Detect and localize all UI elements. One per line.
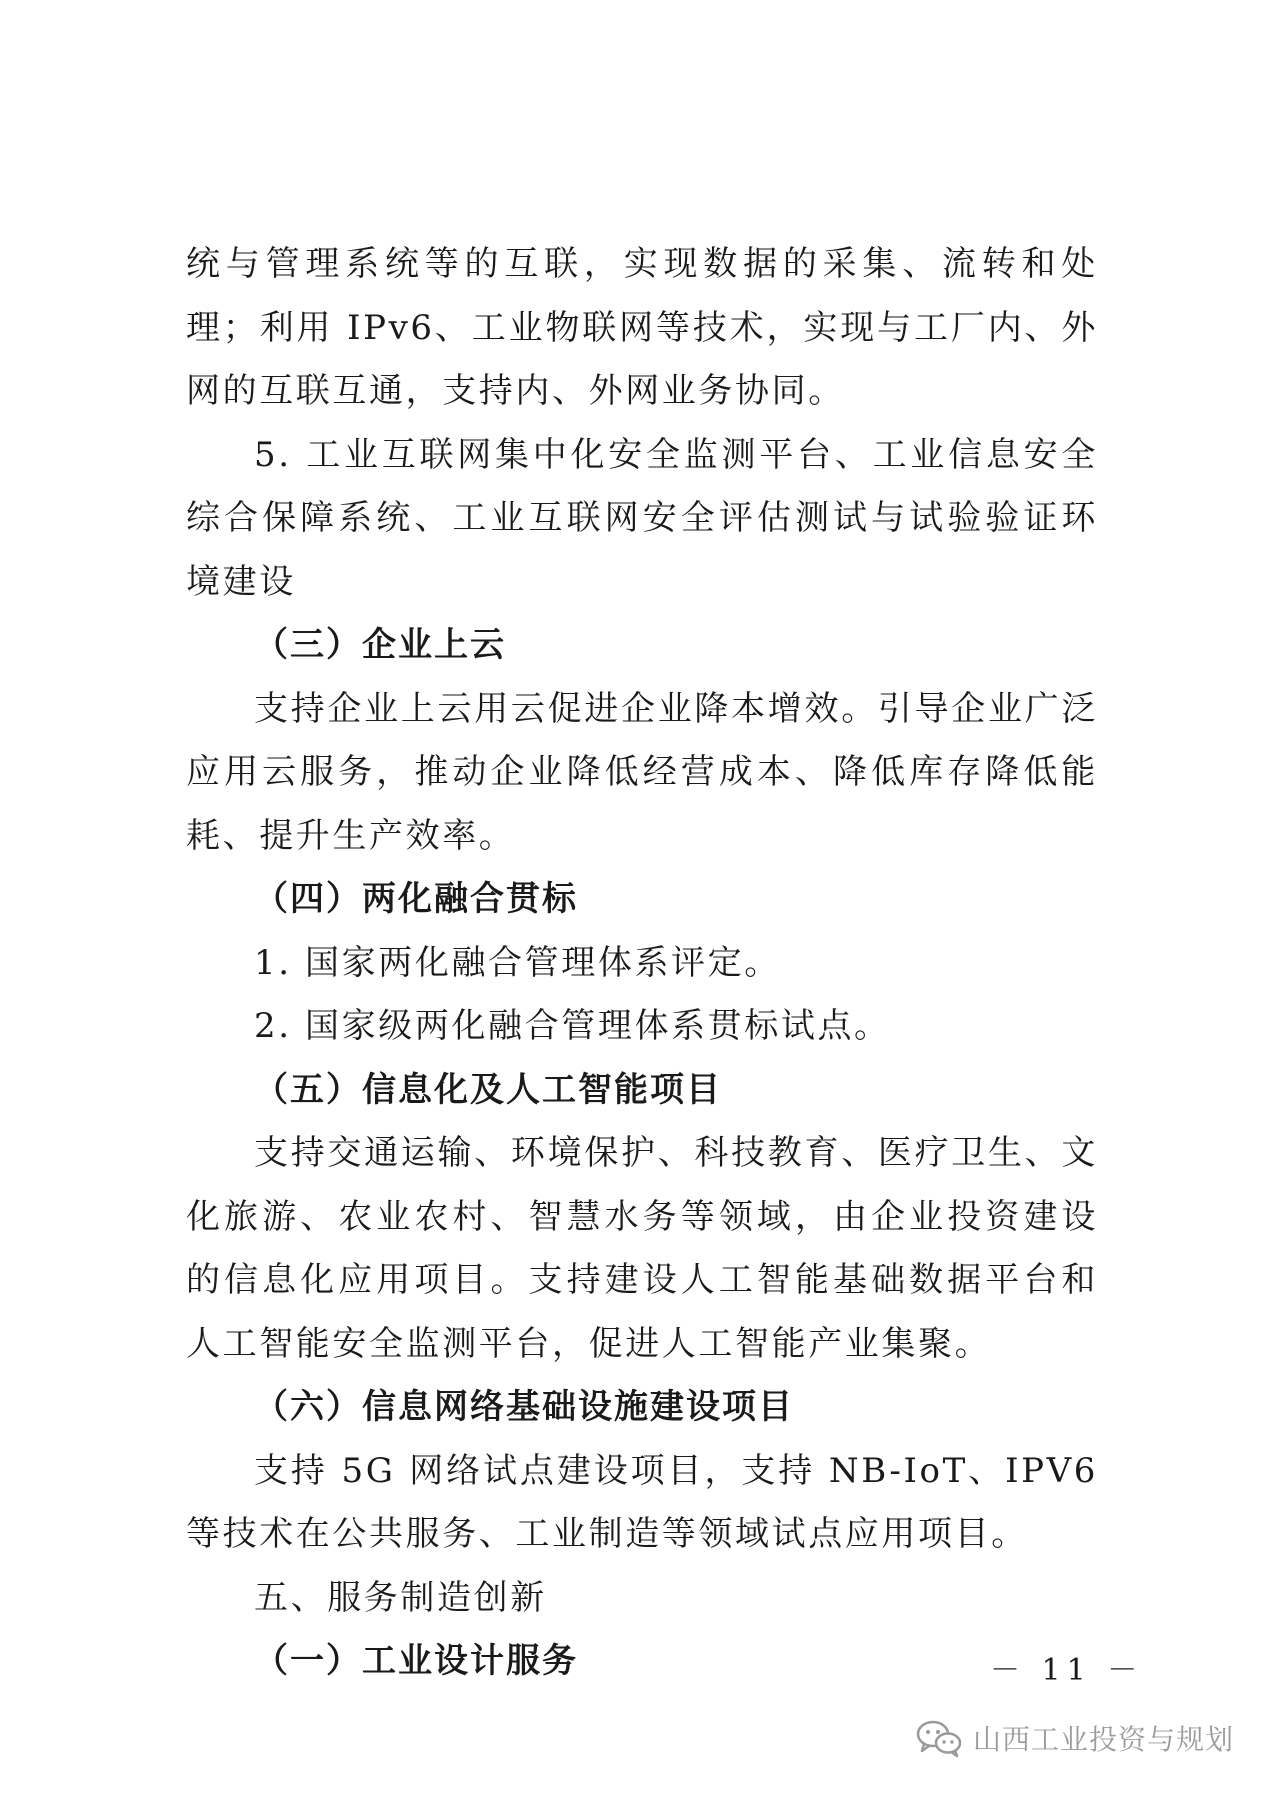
paragraph-item-2: 2. 国家级两化融合管理体系贯标试点。 (254, 1006, 891, 1046)
document-body (186, 233, 1098, 1694)
page-number: － 11 － (990, 1653, 1144, 1688)
watermark (915, 1718, 1234, 1758)
wechat-icon (915, 1718, 963, 1758)
section-heading-enterprise-cloud: （三）企业上云 (254, 625, 506, 665)
paragraph-continuation: 统与管理系统等的互联，实现数据的采集、流转和处理；利用 IPv6、工业物联网等技术，实现与工厂内、外网的互联互通，支持内、外网业务协同。 (186, 244, 1098, 411)
paragraph-network-infra: 支持 5G 网络试点建设项目，支持 NB-IoT、IPV6 等技术在公共服务、工业制造等领域试点应用项目。 (186, 1450, 1098, 1554)
paragraph-ai-projects: 支持交通运输、环境保护、科技教育、医疗卫生、文化旅游、农业农村、智慧水务等领域，由企业投资建设的信息化应用项目。支持建设人工智能基础数据平台和人工智能安全监测平台，促进人工智能产业集聚。 (186, 1133, 1098, 1364)
paragraph-item-1: 1. 国家两化融合管理体系评定。 (254, 942, 781, 983)
section-heading-integration: （四）两化融合贯标 (254, 879, 578, 919)
section-heading-industrial-design: （一）工业设计服务 (254, 1641, 578, 1681)
chapter-heading-service-manufacturing: 五、服务制造创新 (254, 1577, 547, 1618)
section-heading-network-infra: （六）信息网络基础设施建设项目 (254, 1387, 794, 1427)
paragraph-enterprise-cloud: 支持企业上云用云促进企业降本增效。引导企业广泛应用云服务，推动企业降低经营成本、降低库存降低能耗、提升生产效率。 (186, 688, 1098, 856)
watermark-text: 山西工业投资与规划 (973, 1723, 1235, 1756)
paragraph-item-5: 5. 工业互联网集中化安全监测平台、工业信息安全综合保障系统、工业互联网安全评估测试与试验验证环境建设 (186, 434, 1098, 602)
section-heading-ai-projects: （五）信息化及人工智能项目 (254, 1069, 722, 1110)
